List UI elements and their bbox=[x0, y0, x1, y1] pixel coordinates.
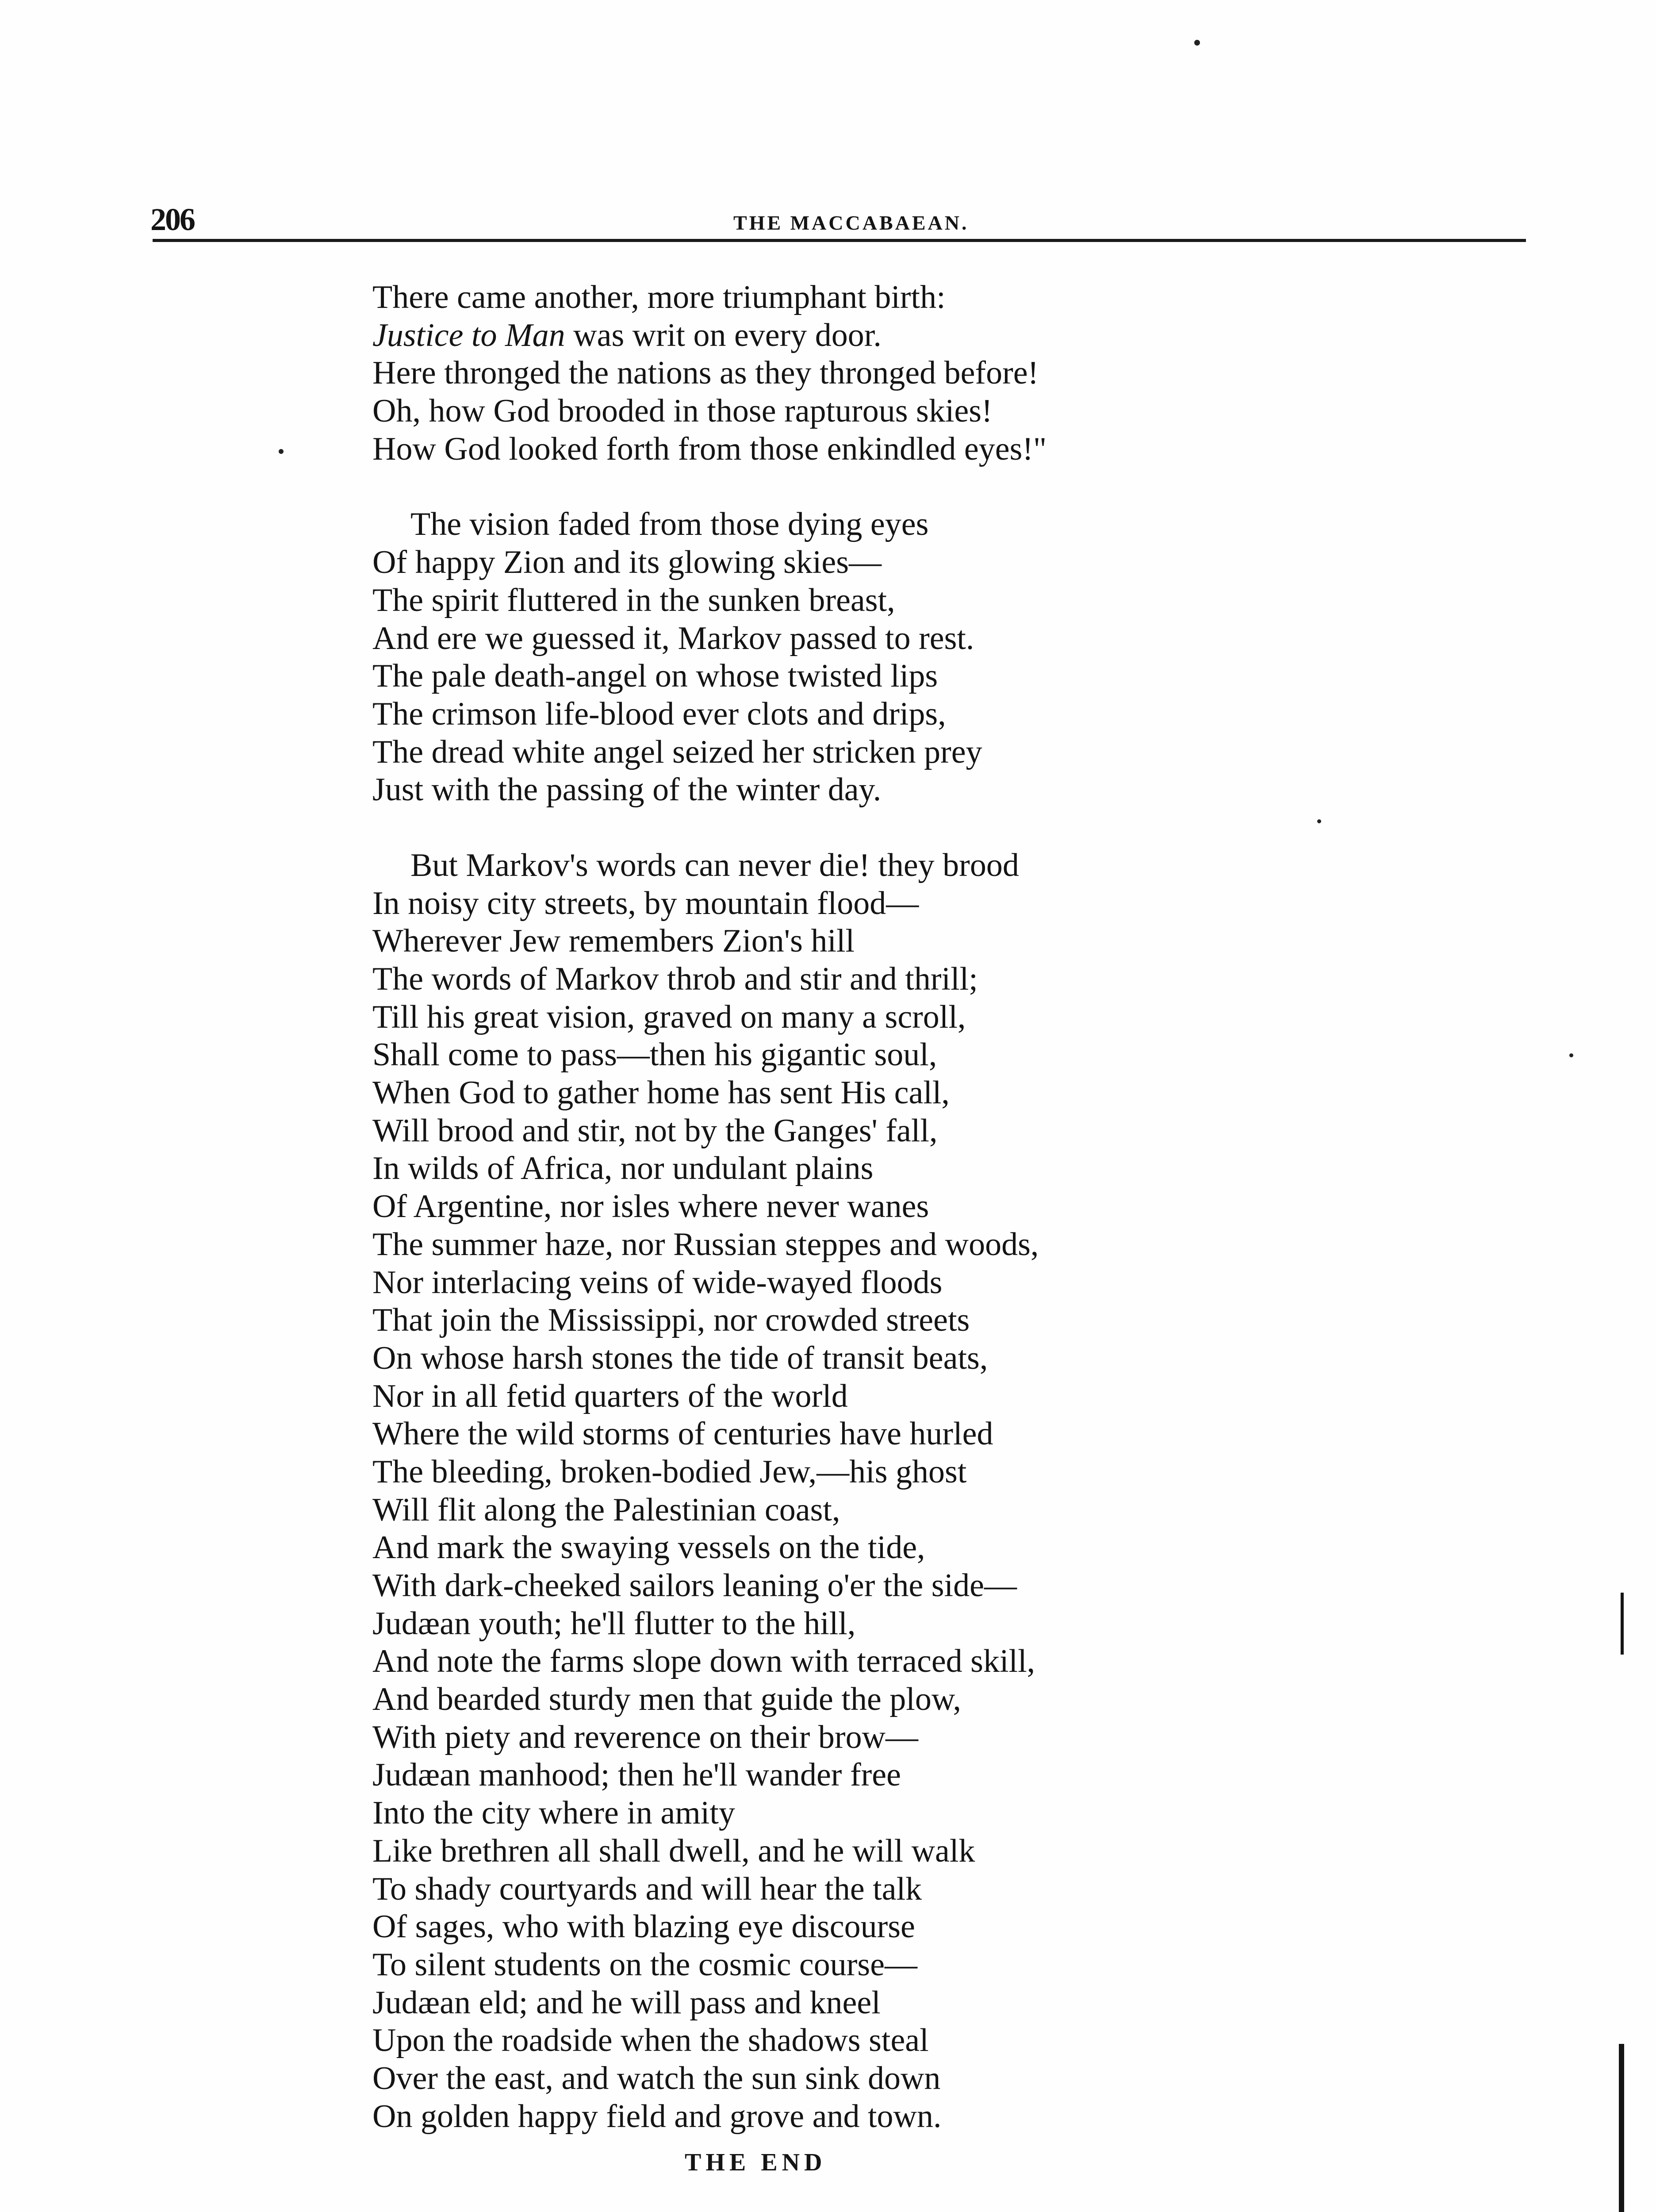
poem-line: When God to gather home has sent His call, bbox=[372, 1075, 950, 1111]
poem-line: In noisy city streets, by mountain flood— bbox=[372, 885, 919, 922]
poem-line: Upon the roadside when the shadows steal bbox=[372, 2022, 929, 2059]
poem-line: The dread white angel seized her stricken prey bbox=[372, 733, 982, 770]
stanza bbox=[372, 279, 1046, 468]
stanza bbox=[372, 847, 1046, 2135]
page-edge-shadow bbox=[1621, 1593, 1624, 1655]
page-number: 206 bbox=[150, 202, 194, 237]
poem-line: Judæan manhood; then he'll wander free bbox=[372, 1757, 901, 1793]
poem-line: The spirit fluttered in the sunken breast, bbox=[372, 582, 895, 618]
poem-line: The words of Markov throb and stir and thrill; bbox=[372, 961, 978, 997]
page-header bbox=[150, 201, 1530, 241]
poem-line: The crimson life-blood ever clots and drips, bbox=[372, 695, 946, 732]
poem-line: Wherever Jew remembers Zion's hill bbox=[372, 923, 855, 960]
poem-line: And bearded sturdy men that guide the plow, bbox=[372, 1681, 961, 1718]
poem-line: And mark the swaying vessels on the tide, bbox=[372, 1529, 925, 1566]
poem-line: There came another, more triumphant birth: bbox=[372, 279, 946, 315]
poem-line: That join the Mississippi, nor crowded streets bbox=[372, 1302, 970, 1339]
poem-line: In wilds of Africa, nor undulant plains bbox=[372, 1150, 874, 1187]
scan-speck bbox=[1317, 819, 1321, 823]
poem-line: With piety and reverence on their brow— bbox=[372, 1719, 919, 1755]
header-rule bbox=[153, 239, 1526, 242]
page-edge-shadow bbox=[1619, 2044, 1624, 2212]
poem-line: Just with the passing of the winter day. bbox=[372, 772, 882, 808]
poem-line: And note the farms slope down with terraced skill, bbox=[372, 1643, 1035, 1680]
poem-line: On golden happy field and grove and town. bbox=[372, 2098, 942, 2135]
poem-line: Of Argentine, nor isles where never wanes bbox=[372, 1188, 929, 1225]
poem-line: Till his great vision, graved on many a scroll, bbox=[372, 998, 966, 1035]
poem-line: Justice to Man was writ on every door. bbox=[372, 317, 882, 353]
poem-line: But Markov's words can never die! they brood bbox=[410, 847, 1019, 883]
poem-line: Will brood and stir, not by the Ganges' fall, bbox=[372, 1112, 938, 1149]
poem-line: Nor in all fetid quarters of the world bbox=[372, 1378, 848, 1414]
scan-speck bbox=[1569, 1053, 1573, 1057]
poem-line: Where the wild storms of centuries have hurled bbox=[372, 1416, 993, 1452]
poem-line: Like brethren all shall dwell, and he will walk bbox=[372, 1832, 975, 1869]
poem-body bbox=[372, 279, 1046, 2135]
running-title: THE MACCABAEAN. bbox=[733, 211, 969, 234]
stanza bbox=[372, 506, 1046, 809]
poem-line: Will flit along the Palestinian coast, bbox=[372, 1491, 840, 1528]
poem-line: Nor interlacing veins of wide-wayed floods bbox=[372, 1264, 943, 1301]
poem-line: To silent students on the cosmic course— bbox=[372, 1946, 918, 1983]
poem-line: Shall come to pass—then his gigantic soul, bbox=[372, 1037, 937, 1073]
poem-line: Oh, how God brooded in those rapturous skies! bbox=[372, 393, 993, 430]
closing-text: THE END bbox=[685, 2149, 827, 2176]
scan-speck bbox=[1194, 40, 1200, 46]
poem-line: Into the city where in amity bbox=[372, 1795, 735, 1832]
poem-line: Of sages, who with blazing eye discourse bbox=[372, 1909, 915, 1945]
poem-line: The pale death-angel on whose twisted lips bbox=[372, 658, 938, 695]
poem-line: Judæan youth; he'll flutter to the hill, bbox=[372, 1605, 856, 1642]
poem-line: On whose harsh stones the tide of transit beats, bbox=[372, 1340, 988, 1376]
poem-line: Judæan eld; and he will pass and kneel bbox=[372, 1984, 881, 2021]
scan-speck bbox=[279, 449, 284, 454]
poem-line: Here thronged the nations as they thronged before! bbox=[372, 355, 1039, 392]
poem-line: The vision faded from those dying eyes bbox=[410, 506, 929, 543]
poem-line: Of happy Zion and its glowing skies— bbox=[372, 544, 882, 581]
poem-line: How God looked forth from those enkindled eyes!" bbox=[372, 430, 1047, 467]
poem-line: To shady courtyards and will hear the talk bbox=[372, 1870, 922, 1907]
poem-line: And ere we guessed it, Markov passed to rest. bbox=[372, 620, 974, 657]
poem-line: The summer haze, nor Russian steppes and woods, bbox=[372, 1226, 1039, 1263]
poem-line: With dark-cheeked sailors leaning o'er the side— bbox=[372, 1567, 1017, 1604]
poem-line: Over the east, and watch the sun sink down bbox=[372, 2060, 941, 2097]
poem-line: The bleeding, broken-bodied Jew,—his ghost bbox=[372, 1453, 967, 1490]
